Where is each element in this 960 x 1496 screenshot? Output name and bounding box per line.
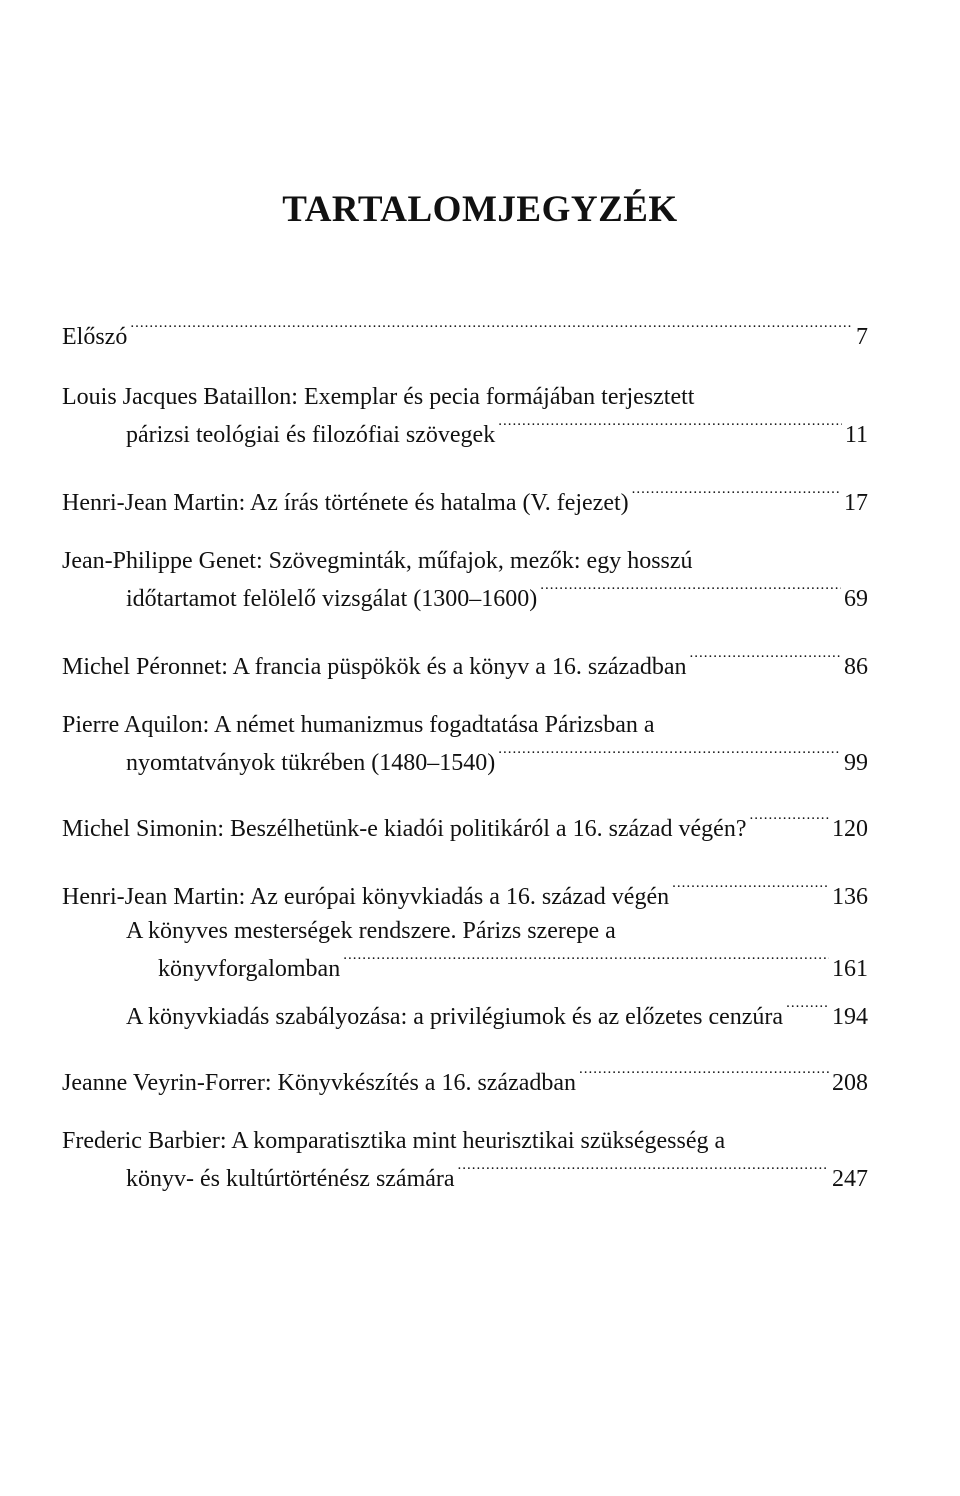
toc-line bbox=[62, 806, 868, 844]
toc-entry-title: Pierre Aquilon: A német humanizmus fogadtatása Párizsban a bbox=[62, 712, 655, 738]
toc-page-number: 120 bbox=[832, 816, 868, 842]
toc-entry-title: Michel Péronnet: A francia püspökök és a könyv a 16. században bbox=[62, 654, 687, 680]
toc-line bbox=[126, 916, 868, 946]
dot-leader bbox=[672, 874, 829, 904]
toc-entry-title: Frederic Barbier: A komparatisztika mint heurisztikai szükségesség a bbox=[62, 1128, 726, 1154]
toc-page-number: 86 bbox=[844, 654, 868, 680]
toc-page-number: 7 bbox=[856, 324, 868, 350]
toc-page-number: 136 bbox=[832, 884, 868, 910]
page-title: TARTALOMJEGYZÉK bbox=[282, 189, 678, 230]
dot-leader bbox=[690, 644, 842, 674]
toc-page-number: 194 bbox=[832, 1004, 868, 1030]
toc-entry-simonin bbox=[62, 806, 868, 844]
toc-entry-aquilon bbox=[62, 710, 868, 778]
dot-leader bbox=[749, 806, 829, 836]
toc-entry-title: Henri-Jean Martin: Az írás története és hatalma (V. fejezet) bbox=[62, 490, 629, 516]
dot-leader bbox=[498, 740, 841, 770]
toc-entry-bataillon bbox=[62, 382, 868, 450]
toc-entry-title-cont: párizsi teológiai és filozófiai szövegek bbox=[126, 422, 496, 448]
toc-entry-title-cont: nyomtatványok tükrében (1480–1540) bbox=[126, 750, 496, 776]
toc-line bbox=[126, 946, 868, 984]
toc-page-number: 99 bbox=[844, 750, 868, 776]
toc-entry-genet bbox=[62, 546, 868, 614]
toc-entry-peronnet bbox=[62, 644, 868, 682]
dot-leader bbox=[498, 412, 842, 442]
toc-entry-title: Michel Simonin: Beszélhetünk-e kiadói politikáról a 16. század végén? bbox=[62, 816, 747, 842]
toc-entry-title: Louis Jacques Bataillon: Exemplar és pecia formájában terjesztett bbox=[62, 384, 695, 410]
toc-entry-title-cont: könyvforgalomban bbox=[158, 956, 341, 982]
toc-entry-martin bbox=[62, 480, 868, 518]
toc-entry-title-cont: könyv- és kultúrtörténész számára bbox=[126, 1166, 455, 1192]
toc-line bbox=[62, 644, 868, 682]
dot-leader bbox=[579, 1060, 829, 1090]
toc-entry-title: Jeanne Veyrin-Forrer: Könyvkészítés a 16. században bbox=[62, 1070, 577, 1096]
toc-subentry-szabalyozas bbox=[62, 994, 868, 1032]
dot-leader bbox=[458, 1156, 829, 1186]
toc-line bbox=[62, 874, 868, 912]
toc-entry-title: Előszó bbox=[62, 324, 128, 350]
toc-line bbox=[62, 382, 868, 412]
toc-entry-title: Henri-Jean Martin: Az európai könyvkiadás a 16. század végén bbox=[62, 884, 670, 910]
toc-entry-eloszo bbox=[62, 314, 868, 352]
toc-line bbox=[62, 1126, 868, 1156]
dot-leader bbox=[632, 480, 841, 510]
toc-subentry-mestersegek bbox=[62, 916, 868, 984]
toc-line bbox=[62, 546, 868, 576]
toc-page-number: 161 bbox=[832, 956, 868, 982]
toc-line bbox=[62, 1060, 868, 1098]
toc-line bbox=[62, 740, 868, 778]
toc-line bbox=[62, 1156, 868, 1194]
toc-entry-martin-europai bbox=[62, 874, 868, 912]
toc-line bbox=[62, 710, 868, 740]
toc-entry-title-cont: időtartamot felölelő vizsgálat (1300–1600) bbox=[126, 586, 538, 612]
toc-entry-title: A könyvkiadás szabályozása: a privilégiumok és az előzetes cenzúra bbox=[126, 1004, 784, 1030]
toc-page-number: 69 bbox=[844, 586, 868, 612]
dot-leader bbox=[343, 946, 829, 976]
toc-line bbox=[62, 314, 868, 352]
toc-entry-veyrin-forrer bbox=[62, 1060, 868, 1098]
toc-page-number: 11 bbox=[844, 422, 868, 448]
toc-entry-barbier bbox=[62, 1126, 868, 1194]
toc-entry-title: Jean-Philippe Genet: Szövegminták, műfajok, mezők: egy hosszú bbox=[62, 548, 693, 574]
toc-page-number: 247 bbox=[832, 1166, 868, 1192]
toc-line bbox=[62, 576, 868, 614]
toc-page-number: 208 bbox=[832, 1070, 868, 1096]
dot-leader bbox=[540, 576, 841, 606]
toc-entry-title: A könyves mesterségek rendszere. Párizs szerepe a bbox=[126, 918, 616, 944]
dot-leader bbox=[130, 314, 853, 344]
toc-line bbox=[62, 412, 868, 450]
dot-leader bbox=[786, 994, 829, 1024]
toc-line bbox=[62, 480, 868, 518]
table-of-contents bbox=[62, 314, 868, 1194]
toc-page-number: 17 bbox=[844, 490, 868, 516]
toc-line bbox=[126, 994, 868, 1032]
